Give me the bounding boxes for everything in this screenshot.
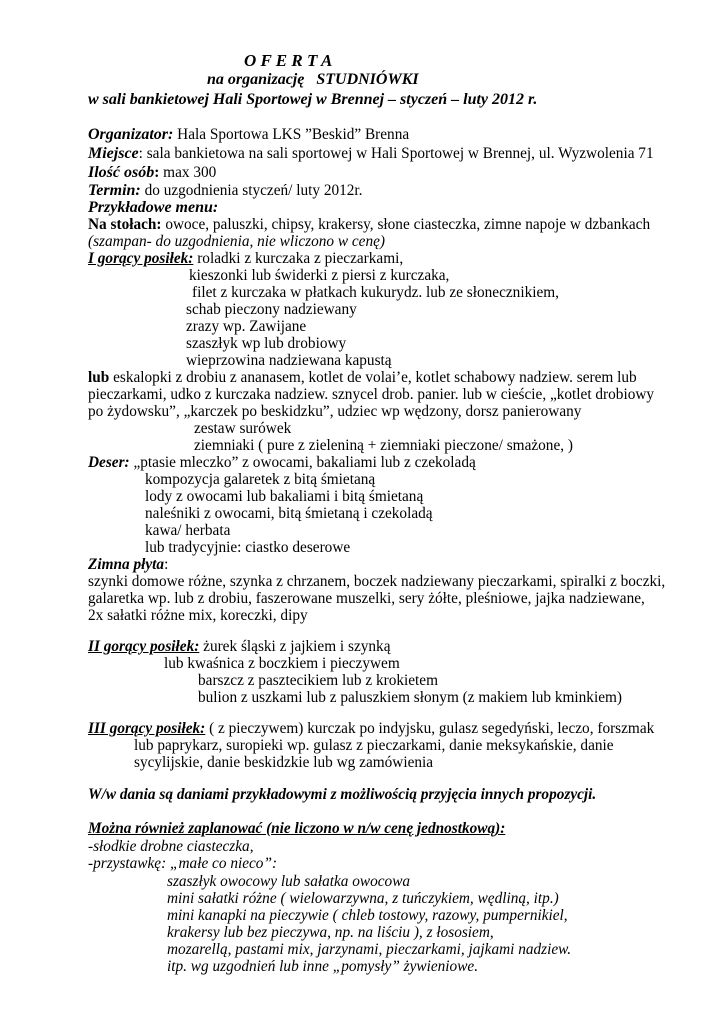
cold-plate-line: 2x sałatki różne mix, koreczki, dipy: [88, 607, 308, 624]
extras-detail: mini kanapki na pieczywie ( chleb tostowy, razowy, pumpernikiel,: [167, 907, 568, 924]
third-course-label: III gorący posiłek:: [88, 720, 206, 737]
cold-plate-line: galaretka wp. lub z drobiu, faszerowane muszelki, sery żółte, pleśniowe, jajka nadziewane,: [88, 590, 645, 607]
alt-text: eskalopki z drobiu z ananasem, kotlet de volai’e, kotlet schabowy nadziew. serem lub: [109, 369, 637, 386]
second-course-alt-text: kwaśnica z boczkiem i pieczywem: [183, 655, 400, 672]
dessert-label: Deser:: [88, 454, 130, 471]
second-course-first: żurek śląski z jajkiem i szynką: [199, 638, 391, 655]
people-label: Ilość osób: [88, 164, 155, 181]
date-value: do uzgodnienia styczeń/ luty 2012r.: [140, 182, 363, 199]
extras-detail: mozarellą, pastami mix, jarzynami, pieczarkami, jajkami nadziew.: [167, 941, 572, 958]
people-value: max 300: [159, 164, 217, 181]
tables-label: Na stołach:: [88, 216, 162, 233]
extras-detail: itp. wg uzgodnień lub inne „pomysły” żywieniowe.: [167, 958, 479, 975]
dessert-line: [88, 454, 476, 471]
organizer-value: Hala Sportowa LKS ”Beskid” Brenna: [173, 126, 410, 143]
cold-plate-label: Zimna płyta: [88, 556, 165, 573]
menu-note: W/w dania są daniami przykładowymi z możliwością przyjęcia innych propozycji.: [88, 786, 597, 803]
extras-title: Można również zaplanować (nie liczono w n/w cenę jednostkową):: [88, 820, 506, 837]
third-course-item: sycylijskie, danie beskidzkie lub wg zamówienia: [134, 754, 434, 771]
place-value: : sala bankietowa na sali sportowej w Hali Sportowej w Brennej, ul. Wyzwolenia 71: [138, 145, 654, 162]
extras-detail: szaszłyk owocowy lub sałatka owocowa: [167, 873, 411, 890]
first-course-item: schab pieczony nadziewany: [186, 301, 357, 318]
first-course-alt-line: po żydowsku”, „karczek po beskidzku”, udziec wp wędzony, dorsz panierowany: [88, 403, 582, 420]
first-course-alt-line: [88, 369, 637, 386]
extras-item: -przystawkę: „małe co nieco”:: [88, 855, 278, 872]
third-course-first: ( z pieczywem) kurczak po indyjsku, gulasz segedyński, leczo, forszmak: [205, 720, 655, 737]
place-label: Miejsce: [88, 145, 139, 162]
first-course-item: szaszłyk wp lub drobiowy: [186, 335, 347, 352]
second-course-alt-line: [164, 655, 400, 672]
first-course-alt-line: pieczarkami, udko z kurczaka nadziew. sznycel drob. panier. lub w cieście, „kotlet drobiowy: [88, 386, 655, 403]
first-course-item: wieprzowina nadziewana kapustą: [186, 352, 392, 369]
date-label: Termin:: [88, 182, 141, 199]
extras-detail: krakersy lub bez pieczywa, np. na liściu ), z łososiem,: [167, 924, 494, 941]
second-course-item: barszcz z pasztecikiem lub z krokietem: [198, 672, 438, 689]
organizer-line: [88, 126, 409, 143]
tables-value: owoce, paluszki, chipsy, krakersy, słone ciasteczka, zimne napoje w dzbankach: [161, 216, 651, 233]
dessert-item: kompozycja galaretek z bitą śmietaną: [145, 471, 376, 488]
people-line: [88, 164, 216, 181]
tables-note: (szampan- do uzgodnienia, nie wliczono w cenę): [88, 233, 385, 250]
second-course-alt-label: lub: [164, 655, 184, 672]
first-course-item: kieszonki lub świderki z piersi z kurczaka,: [189, 267, 450, 284]
dessert-item: lody z owocami lub bakaliami i bitą śmietaną: [145, 488, 424, 505]
alt-label: lub: [88, 369, 110, 386]
place-line: [88, 145, 654, 162]
date-line: [88, 182, 363, 199]
dessert-item: kawa/ herbata: [145, 522, 231, 539]
cold-plate-line: szynki domowe różne, szynka z chrzanem, boczek nadziewany pieczarkami, spiralki z boczki,: [88, 573, 666, 590]
document-title: O F E R T A: [244, 51, 333, 70]
location-line: w sali bankietowej Hali Sportowej w Brennej – styczeń – luty 2012 r.: [88, 91, 538, 108]
third-course-line: [88, 720, 654, 737]
menu-label: Przykładowe menu:: [88, 199, 219, 216]
extras-detail: mini sałatki różne ( wielowarzywna, z tuńczykiem, wędliną, itp.): [167, 890, 559, 907]
people-colon: :: [154, 164, 160, 181]
first-course-item: zrazy wp. Zawijane: [186, 318, 307, 335]
first-course-side: ziemniaki ( pure z zieleniną + ziemniaki pieczone/ smażone, ): [194, 437, 573, 454]
dessert-item: lub tradycyjnie: ciastko deserowe: [145, 539, 351, 556]
first-course-label: I gorący posiłek:: [88, 250, 194, 267]
organizer-label: Organizator:: [88, 126, 174, 143]
second-course-label: II gorący posiłek:: [88, 638, 200, 655]
dessert-first: „ptasie mleczko” z owocami, bakaliami lub z czekoladą: [129, 454, 476, 471]
extras-item: -słodkie drobne ciasteczka,: [88, 838, 254, 855]
cold-plate-heading: [88, 556, 168, 573]
first-course-item: filet z kurczaka w płatkach kukurydz. lub ze słonecznikiem,: [192, 284, 559, 301]
second-course-line: [88, 638, 390, 655]
first-course-side: zestaw surówek: [194, 420, 292, 437]
cold-plate-colon: :: [164, 556, 169, 573]
third-course-item: lub paprykarz, suropieki wp. gulasz z pieczarkami, danie meksykańskie, danie: [134, 737, 614, 754]
subtitle-event: STUDNIÓWKI: [316, 71, 419, 88]
second-course-item: bulion z uszkami lub z paluszkiem słonym (z makiem lub kminkiem): [198, 689, 622, 706]
tables-line: [88, 216, 650, 233]
subtitle-prefix: na organizację: [207, 71, 305, 88]
first-course-line: [88, 250, 403, 267]
document-subtitle: [207, 71, 419, 88]
dessert-item: naleśniki z owocami, bitą śmietaną i czekoladą: [145, 505, 433, 522]
first-course-first: roladki z kurczaka z pieczarkami,: [193, 250, 404, 267]
